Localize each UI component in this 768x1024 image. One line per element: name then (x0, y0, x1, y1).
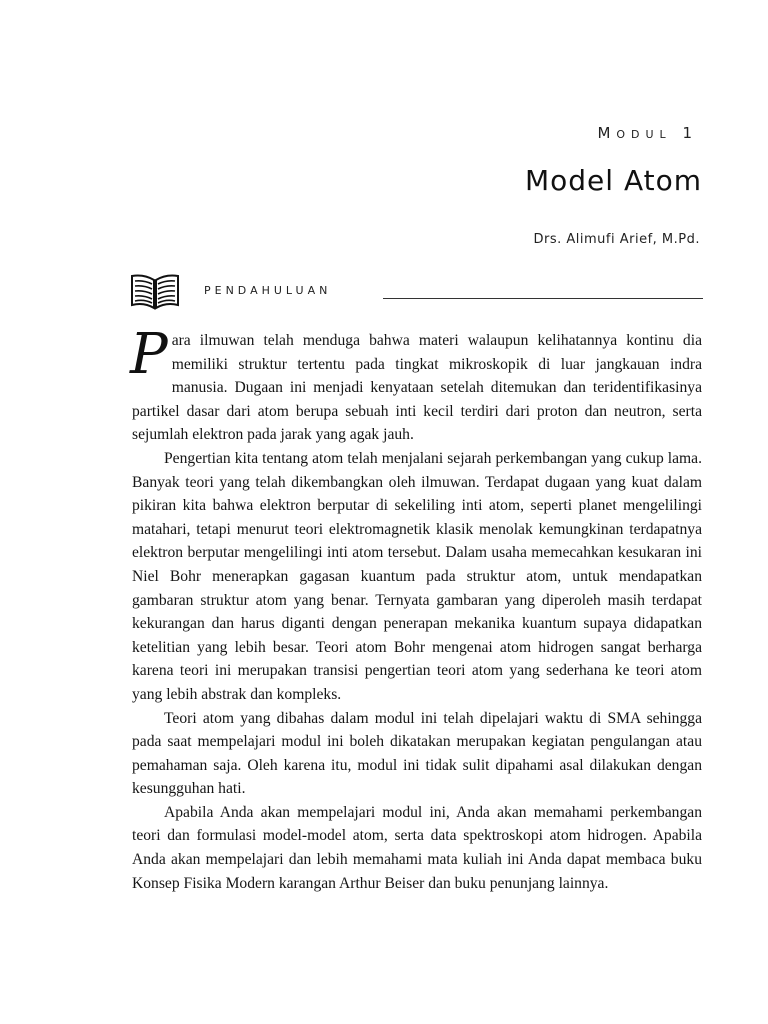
book-icon (130, 272, 180, 310)
paragraph-1-text: ara ilmuwan telah menduga bahwa materi walaupun kelihatannya kontinu dia memiliki struktur tertentu pada tingkat mikroskopik di luar jangkauan indra manusia. Dugaan ini menjadi kenyataan setelah ditemukan dan teridentifikasinya partikel dasar dari atom berupa sebuah inti kecil terdiri dari proton dan neutron, serta sejumlah elektron pada jarak yang agak jauh. (132, 332, 702, 444)
paragraph-3: Teori atom yang dibahas dalam modul ini telah dipelajari waktu di SMA sehingga pada saat mempelajari modul ini boleh dikatakan merupakan kegiatan pengulangan atau pemahaman saja. Oleh karena itu, modul ini tidak sulit dipahami asal dilakukan dengan kesungguhan hati. (132, 709, 702, 798)
section-divider (383, 298, 703, 299)
author-name: Drs. Alimufi Arief, M.Pd. (533, 232, 700, 247)
body-text (130, 322, 702, 895)
paragraph-2: Pengertian kita tentang atom telah menjalani sejarah perkembangan yang cukup lama. Banyak teori yang telah dikembangkan oleh ilmuwan. Terdapat dugaan yang kuat dalam pikiran kita bahwa elektron berputar di sekeliling inti atom, seperti planet mengelilingi matahari, tetapi menurut teori elektromagnetik klasik menolak kemungkinan terdapatnya elektron berputar mengelilingi inti atom tersebut. Dalam usaha memecahkan kesukaran ini Niel Bohr menerapkan gagasan kuantum pada struktur atom, untuk mendapatkan gambaran struktur atom yang benar. Ternyata gambaran yang diperoleh masih terdapat kekurangan dan harus diganti dengan penerapan mekanika kuantum supaya didapatkan ketelitian yang lebih besar. Teori atom Bohr mengenai atom hidrogen sangat berharga karena teori ini merupakan transisi pengertian teori atom yang sederhana ke teori atom yang lebih abstrak dan kompleks. (132, 449, 702, 703)
section-heading: PENDAHULUAN (204, 284, 332, 297)
drop-cap: P (130, 322, 168, 387)
module-label: Modul 1 (597, 124, 698, 142)
paragraph-4: Apabila Anda akan mempelajari modul ini, Anda akan memahami perkembangan teori dan formulasi model-model atom, serta data spektroskopi atom hidrogen. Apabila Anda akan mempelajari dan lebih memahami mata kuliah ini Anda dapat membaca buku Konsep Fisika Modern karangan Arthur Beiser dan buku penunjang lainnya. (132, 803, 702, 892)
paragraph-1 (130, 322, 702, 447)
page-title: Model Atom (524, 164, 702, 197)
